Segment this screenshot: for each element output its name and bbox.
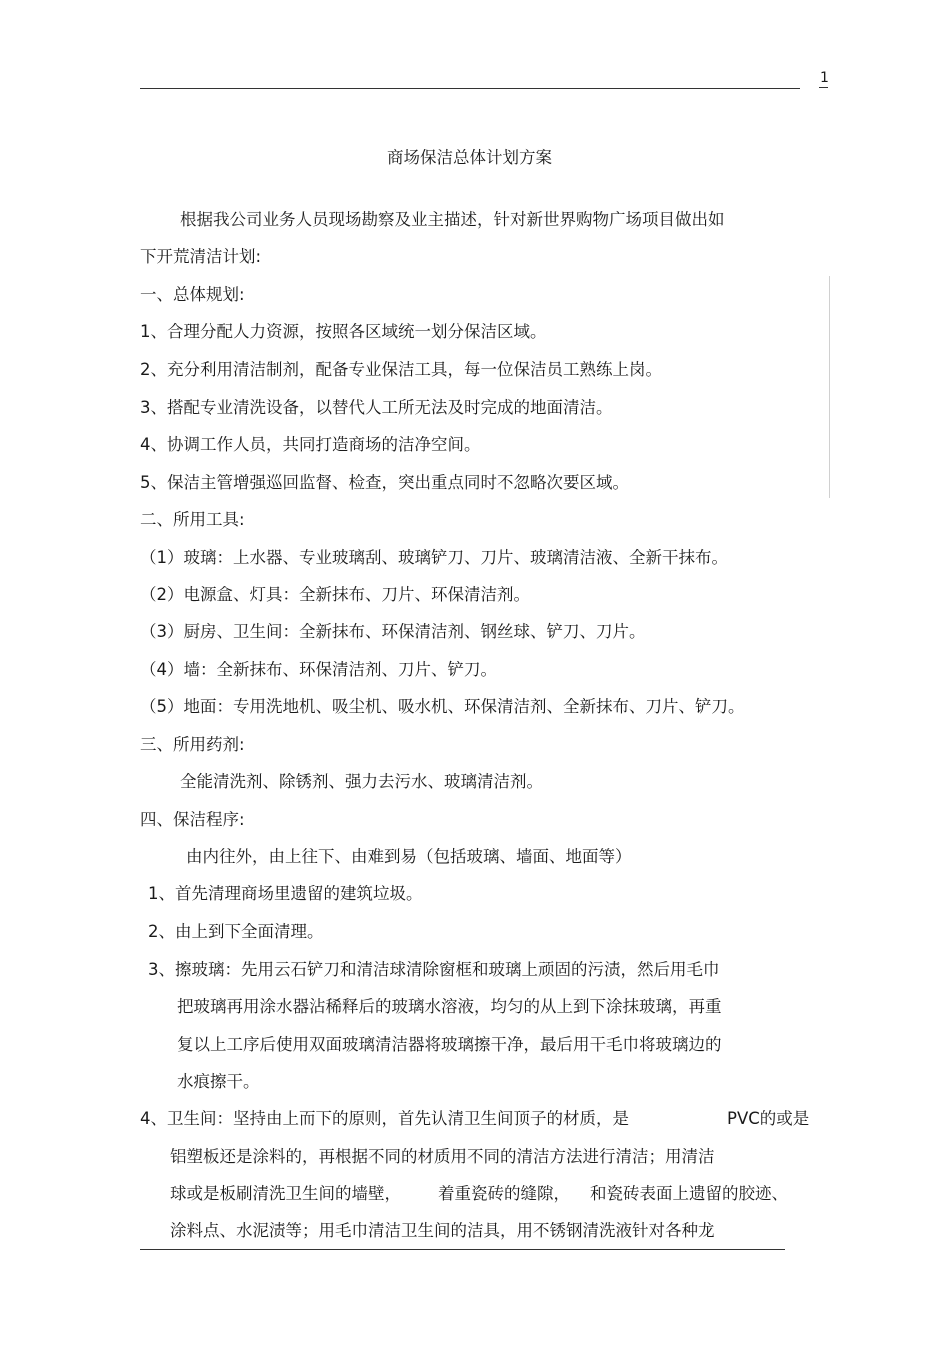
section-2-item: （2）电源盒、灯具：全新抹布、刀片、环保清洁剂。 [140, 585, 530, 604]
section-1-item: 5、保洁主管增强巡回监督、检查，突出重点同时不忽略次要区域。 [140, 473, 629, 492]
section-1-item: 3、搭配专业清洗设备，以替代人工所无法及时完成的地面清洁。 [140, 398, 613, 417]
page-number-underline [819, 87, 828, 88]
section-2-item: （4）墙：全新抹布、环保清洁剂、刀片、铲刀。 [140, 660, 497, 679]
section-4-step-4-line-part: 和瓷砖表面上遗留的胶迹、 [590, 1184, 788, 1203]
section-4-step-4-line-part: 球或是板刷清洗卫生间的墙壁， [170, 1184, 401, 1203]
section-4-step-4-line: 4、卫生间：坚持由上而下的原则，首先认清卫生间顶子的材质，是 [140, 1109, 629, 1128]
section-3-heading: 三、所用药剂: [140, 735, 245, 754]
document-title: 商场保洁总体计划方案 [387, 148, 552, 167]
page-number: 1 [820, 70, 829, 86]
section-2-item: （5）地面：专用洗地机、吸尘机、吸水机、环保清洁剂、全新抹布、刀片、铲刀。 [140, 697, 745, 716]
section-2-heading: 二、所用工具: [140, 510, 245, 529]
section-4-heading: 四、保洁程序: [140, 810, 245, 829]
section-4-step-4-line: 涂料点、水泥渍等；用毛巾清洁卫生间的洁具，用不锈钢清洗液针对各种龙 [170, 1221, 715, 1240]
footer-rule [140, 1249, 785, 1250]
section-4-step-3-line: 把玻璃再用涂水器沾稀释后的玻璃水溶液，均匀的从上到下涂抹玻璃，再重 [177, 997, 722, 1016]
section-4-step-2: 2、由上到下全面清理。 [148, 922, 324, 941]
section-4-step-4-line: 铝塑板还是涂料的，再根据不同的材质用不同的清洁方法进行清洁；用清洁 [170, 1147, 715, 1166]
section-2-item: （1）玻璃：上水器、专业玻璃刮、玻璃铲刀、刀片、玻璃清洁液、全新干抹布。 [140, 548, 728, 567]
section-4-step-4-line-tail: PVC的或是 [727, 1109, 810, 1128]
margin-line [829, 276, 830, 498]
section-4-step-1: 1、首先清理商场里遗留的建筑垃圾。 [148, 884, 423, 903]
section-1-item: 2、充分利用清洁制剂，配备专业保洁工具，每一位保洁员工熟练上岗。 [140, 360, 662, 379]
section-1-item: 1、合理分配人力资源，按照各区域统一划分保洁区域。 [140, 322, 547, 341]
intro-line-2: 下开荒清洁计划: [140, 247, 262, 266]
section-2-item: （3）厨房、卫生间：全新抹布、环保清洁剂、钢丝球、铲刀、刀片。 [140, 622, 646, 641]
section-1-heading: 一、总体规划: [140, 285, 245, 304]
section-1-item: 4、协调工作人员，共同打造商场的洁净空间。 [140, 435, 481, 454]
intro-line-1: 根据我公司业务人员现场勘察及业主描述，针对新世界购物广场项目做出如 [180, 210, 725, 229]
section-4-step-3-line: 复以上工序后使用双面玻璃清洁器将玻璃擦干净，最后用干毛巾将玻璃边的 [177, 1035, 722, 1054]
section-4-principle: 由内往外，由上往下、由难到易（包括玻璃、墙面、地面等） [186, 847, 632, 866]
section-3-body: 全能清洗剂、除锈剂、强力去污水、玻璃清洁剂。 [180, 772, 543, 791]
section-4-step-4-line-part: 着重瓷砖的缝隙， [438, 1184, 570, 1203]
section-4-step-3-line: 水痕擦干。 [177, 1072, 260, 1091]
section-4-step-3-line: 3、擦玻璃：先用云石铲刀和清洁球清除窗框和玻璃上顽固的污渍，然后用毛巾 [148, 960, 720, 979]
header-rule [140, 88, 800, 89]
